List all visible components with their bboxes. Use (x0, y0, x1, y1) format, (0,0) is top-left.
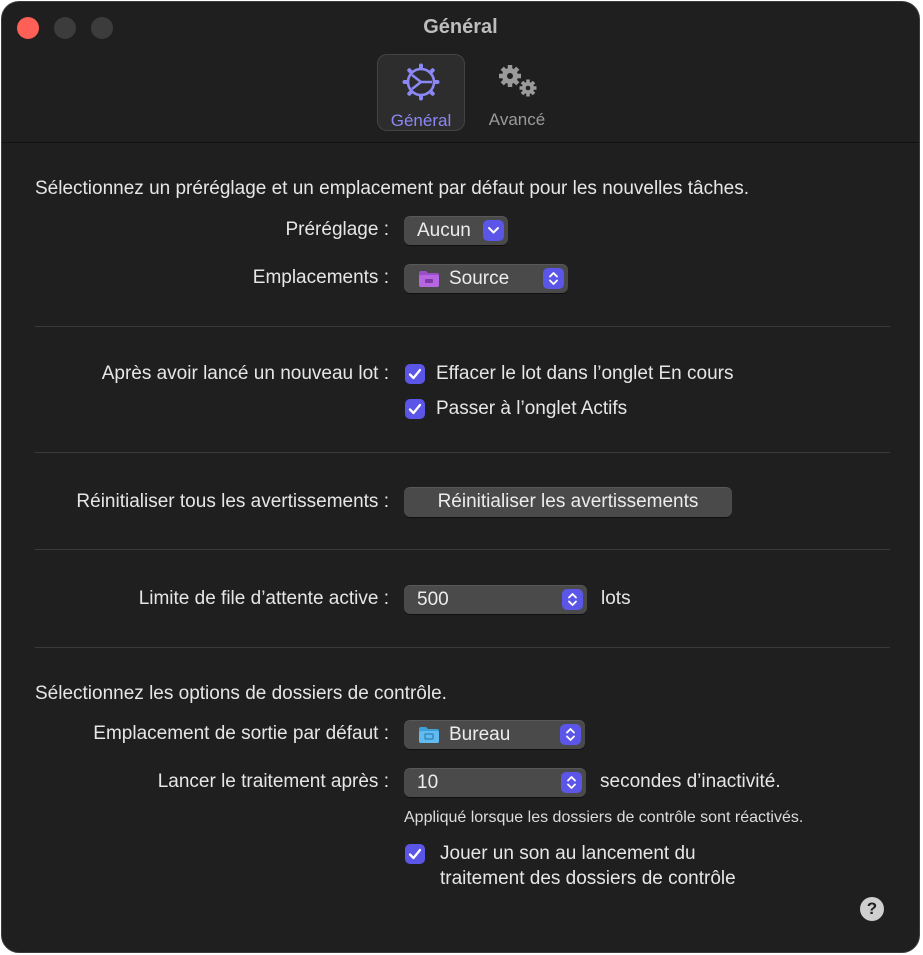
chevron-down-icon (483, 220, 504, 241)
section-divider (35, 647, 890, 648)
preset-label: Préréglage : (285, 219, 389, 240)
window-title: Général (423, 16, 498, 38)
up-down-chevron-icon (543, 268, 564, 289)
tab-general-label: Général (390, 111, 452, 130)
after-batch-label: Après avoir lancé un nouveau lot : (101, 363, 389, 384)
start-processing-value: 10 (417, 772, 439, 793)
preferences-window (1, 1, 920, 953)
up-down-chevron-icon (560, 724, 581, 745)
reactivation-note: Appliqué lorsque les dossiers de contrôle sont réactivés. (404, 809, 804, 826)
queue-limit-field[interactable] (404, 585, 587, 614)
stepper-icon[interactable] (562, 589, 583, 610)
queue-limit-label: Limite de file d’attente active : (138, 588, 389, 609)
source-folder-icon (418, 270, 440, 294)
play-sound-label-line2: traitement des dossiers de contrôle (440, 868, 736, 889)
preset-intro-text: Sélectionnez un préréglage et un emplacement par défaut pour les nouvelles tâches. (35, 178, 750, 199)
output-location-label: Emplacement de sortie par défaut : (93, 723, 389, 744)
clear-batch-checkbox[interactable] (405, 364, 425, 384)
stepper-icon[interactable] (561, 772, 582, 793)
locations-value: Source (449, 268, 510, 289)
section-divider (35, 452, 890, 453)
preset-popup[interactable] (404, 216, 508, 245)
start-processing-unit: secondes d’inactivité. (600, 771, 781, 792)
gears-icon (493, 62, 541, 105)
section-divider (35, 549, 890, 550)
output-location-value: Bureau (449, 724, 511, 745)
start-processing-label: Lancer le traitement après : (157, 771, 389, 792)
queue-limit-unit: lots (601, 588, 631, 609)
queue-limit-value: 500 (417, 589, 449, 610)
reset-warnings-label: Réinitialiser tous les avertissements : (76, 491, 389, 512)
reset-warnings-button[interactable]: Réinitialiser les avertissements (404, 487, 732, 517)
help-button[interactable]: ? (860, 897, 884, 921)
general-settings-icon (402, 63, 440, 106)
tab-general[interactable] (377, 54, 465, 131)
tab-avance-label: Avancé (488, 110, 546, 129)
output-location-popup[interactable] (404, 720, 585, 749)
play-sound-checkbox[interactable] (405, 844, 425, 864)
tab-avance[interactable] (473, 54, 561, 131)
watch-folders-intro-text: Sélectionnez les options de dossiers de contrôle. (35, 683, 447, 704)
clear-batch-label: Effacer le lot dans l’onglet En cours (436, 363, 734, 384)
start-processing-field[interactable] (404, 768, 586, 797)
switch-active-tab-checkbox[interactable] (405, 399, 425, 419)
switch-active-tab-label: Passer à l’onglet Actifs (436, 398, 628, 419)
preset-value: Aucun (417, 220, 471, 241)
locations-label: Emplacements : (252, 267, 389, 288)
locations-popup[interactable] (404, 264, 568, 293)
section-divider (35, 326, 890, 327)
play-sound-label-line1: Jouer un son au lancement du (440, 843, 696, 864)
desktop-folder-icon (418, 726, 440, 750)
toolbar-divider (2, 142, 919, 143)
